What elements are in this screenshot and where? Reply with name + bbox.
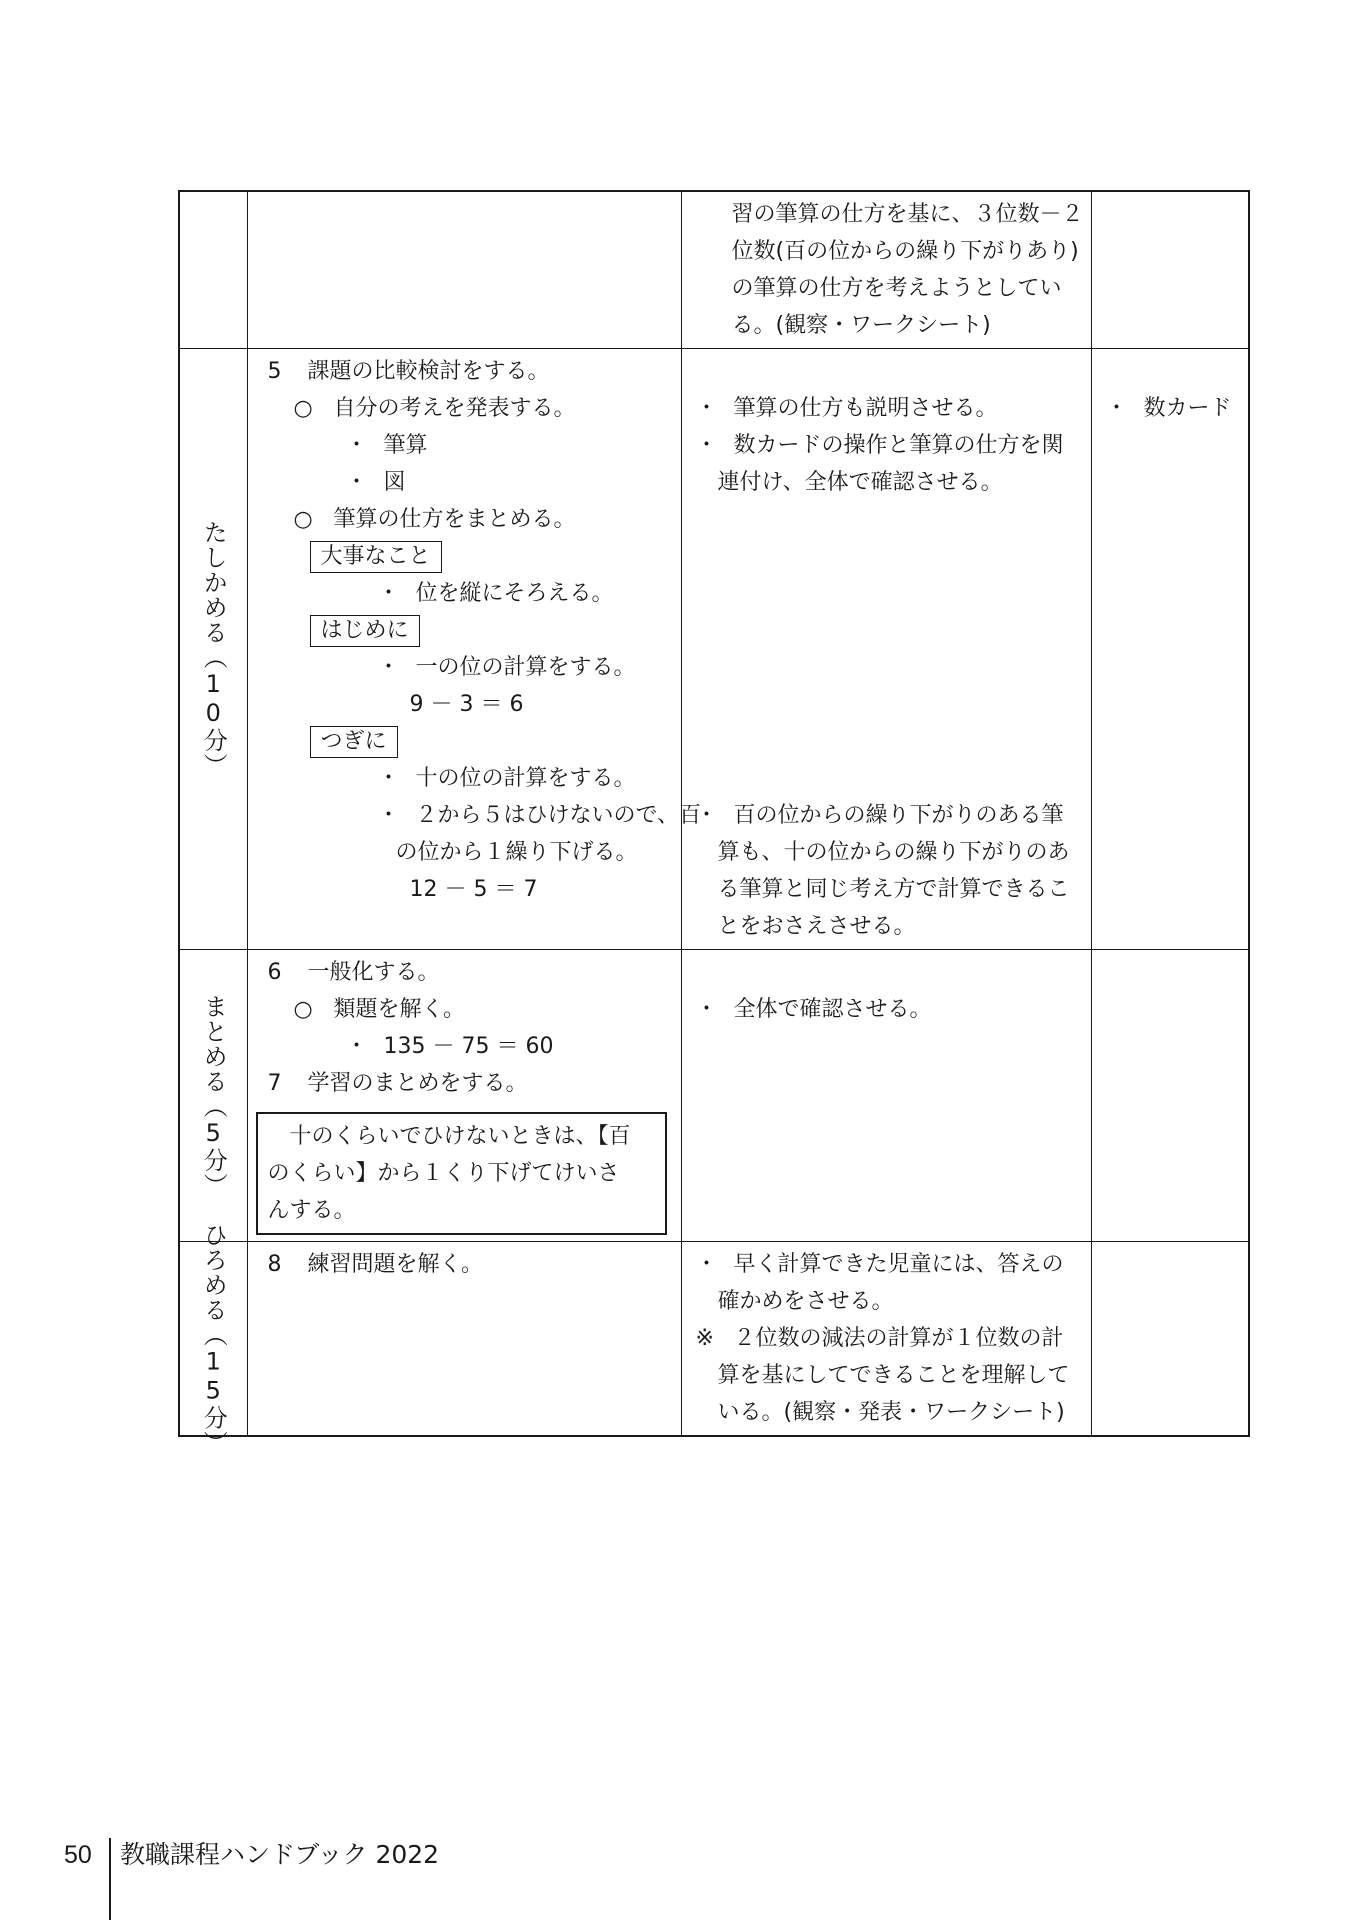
- footer-title: 教職課程ハンドブック 2022: [120, 1840, 440, 1869]
- activity-sub-item: ・ 筆算: [262, 427, 673, 464]
- note-continuation: 算も、十の位からの繰り下がりのあ: [717, 840, 1070, 865]
- activity-step: 5 課題の比較検討をする。: [267, 359, 550, 384]
- note-line: 位数(百の位からの繰り下がりあり): [731, 239, 1079, 264]
- phase-label-matomeru: まとめる（5分）: [199, 993, 228, 1198]
- reference-mark-icon: ※: [695, 1326, 714, 1351]
- activity-cell-empty: [247, 191, 681, 349]
- bullet-dot-icon: ・: [345, 470, 368, 495]
- bullet-dot-icon: ・: [1105, 396, 1128, 421]
- note-continuation: 確かめをさせる。: [717, 1289, 894, 1314]
- activity-cell: [247, 1242, 681, 1437]
- materials-cell-empty: [1091, 1242, 1249, 1437]
- material-item: ・ 数カード: [1106, 390, 1241, 427]
- activity-continuation: の位から１繰り下げる。: [395, 840, 638, 865]
- activity-sub-item: ・ 位を縦にそろえる。: [262, 575, 673, 612]
- note-continuation: る筆算と同じ考え方で計算できるこ: [717, 877, 1070, 902]
- phase-cell-empty: [179, 191, 247, 349]
- table-row-continuation: [179, 191, 1249, 349]
- materials-cell: [1091, 349, 1249, 950]
- bullet-dot-icon: ・: [377, 581, 400, 606]
- note-continuation: いる。(観察・発表・ワークシート): [717, 1400, 1065, 1425]
- summary-line: のくらい】から１くり下げてけいさ: [267, 1161, 620, 1186]
- notes-cell: [681, 191, 1091, 349]
- note-continuation: 連付け、全体で確認させる。: [717, 470, 1003, 495]
- note-item: ・ 早く計算できた児童には、答えの: [696, 1246, 1083, 1283]
- note-continuation: とをおさえさせる。: [717, 914, 916, 939]
- page-number: 50: [64, 1841, 92, 1869]
- equation: 12 － 5 ＝ 7: [409, 877, 538, 902]
- activity-item: ○ 類題を解く。: [262, 991, 673, 1028]
- notes-cell: [681, 950, 1091, 1242]
- activity-sub-item: ・ 一の位の計算をする。: [262, 649, 673, 686]
- note-line: 習の筆算の仕方を基に、３位数－２: [731, 202, 1084, 227]
- activity-item: ○ 自分の考えを発表する。: [262, 390, 673, 427]
- activity-step: 8 練習問題を解く。: [267, 1252, 484, 1277]
- circle-mark-icon: ○: [293, 507, 313, 532]
- bullet-dot-icon: ・: [377, 766, 400, 791]
- table-row-matomeru: [179, 950, 1249, 1242]
- phase-cell: [179, 1222, 247, 1455]
- phase-cell: [179, 950, 247, 1242]
- circle-mark-icon: ○: [293, 997, 313, 1022]
- note-continuation: 算を基にしてできることを理解して: [717, 1363, 1070, 1388]
- bullet-dot-icon: ・: [695, 997, 718, 1022]
- bullet-dot-icon: ・: [695, 396, 718, 421]
- bullet-dot-icon: ・: [695, 803, 718, 828]
- boxed-heading: つぎに: [310, 726, 398, 758]
- phase-cell: [179, 349, 247, 950]
- lesson-plan-table: [178, 190, 1250, 1455]
- phase-label-hiromeru: ひろめる（15分）: [199, 1222, 228, 1455]
- activity-sub-item: ・ 135 － 75 ＝ 60: [262, 1028, 673, 1065]
- activity-cell: [247, 950, 681, 1242]
- bullet-dot-icon: ・: [695, 1252, 718, 1277]
- note-item: ・ 百の位からの繰り下がりのある筆: [696, 797, 1083, 834]
- note-item: ※ ２位数の減法の計算が１位数の計: [696, 1320, 1083, 1357]
- note-line: る。(観察・ワークシート): [731, 313, 991, 338]
- materials-cell-empty: [1091, 950, 1249, 1242]
- bullet-dot-icon: ・: [377, 655, 400, 680]
- note-item: ・ 数カードの操作と筆算の仕方を関: [696, 427, 1083, 464]
- footer-divider: [109, 1838, 111, 1920]
- bullet-dot-icon: ・: [695, 433, 718, 458]
- activity-item: ○ 筆算の仕方をまとめる。: [262, 501, 673, 538]
- materials-cell-empty: [1091, 191, 1249, 349]
- bullet-dot-icon: ・: [377, 803, 400, 828]
- circle-mark-icon: ○: [293, 396, 313, 421]
- summary-box: [256, 1112, 667, 1235]
- activity-sub-item: ・ ２から５はひけないので、百: [262, 797, 673, 834]
- summary-line: 十のくらいでひけないときは、【百: [267, 1124, 631, 1149]
- note-item: ・ 全体で確認させる。: [696, 991, 1083, 1028]
- activity-step: 6 一般化する。: [267, 960, 440, 985]
- boxed-heading: 大事なこと: [310, 541, 442, 573]
- table-row-hiromeru: [179, 1242, 1249, 1437]
- bullet-dot-icon: ・: [345, 1034, 368, 1059]
- bullet-dot-icon: ・: [345, 433, 368, 458]
- notes-cell: [681, 349, 1091, 950]
- notes-cell: [681, 1242, 1091, 1437]
- equation: 9 － 3 ＝ 6: [409, 692, 524, 717]
- note-item: ・ 筆算の仕方も説明させる。: [696, 390, 1083, 427]
- activity-sub-item: ・ 図: [262, 464, 673, 501]
- activity-step: 7 学習のまとめをする。: [267, 1071, 528, 1096]
- phase-label-tashikameru: たしかめる（10分）: [199, 520, 228, 778]
- summary-line: んする。: [267, 1198, 356, 1223]
- activity-cell: [247, 349, 702, 950]
- boxed-heading: はじめに: [310, 615, 420, 647]
- note-line: の筆算の仕方を考えようとしてい: [731, 276, 1062, 301]
- table-row-tashikameru: [179, 349, 1249, 950]
- activity-sub-item: ・ 十の位の計算をする。: [262, 760, 673, 797]
